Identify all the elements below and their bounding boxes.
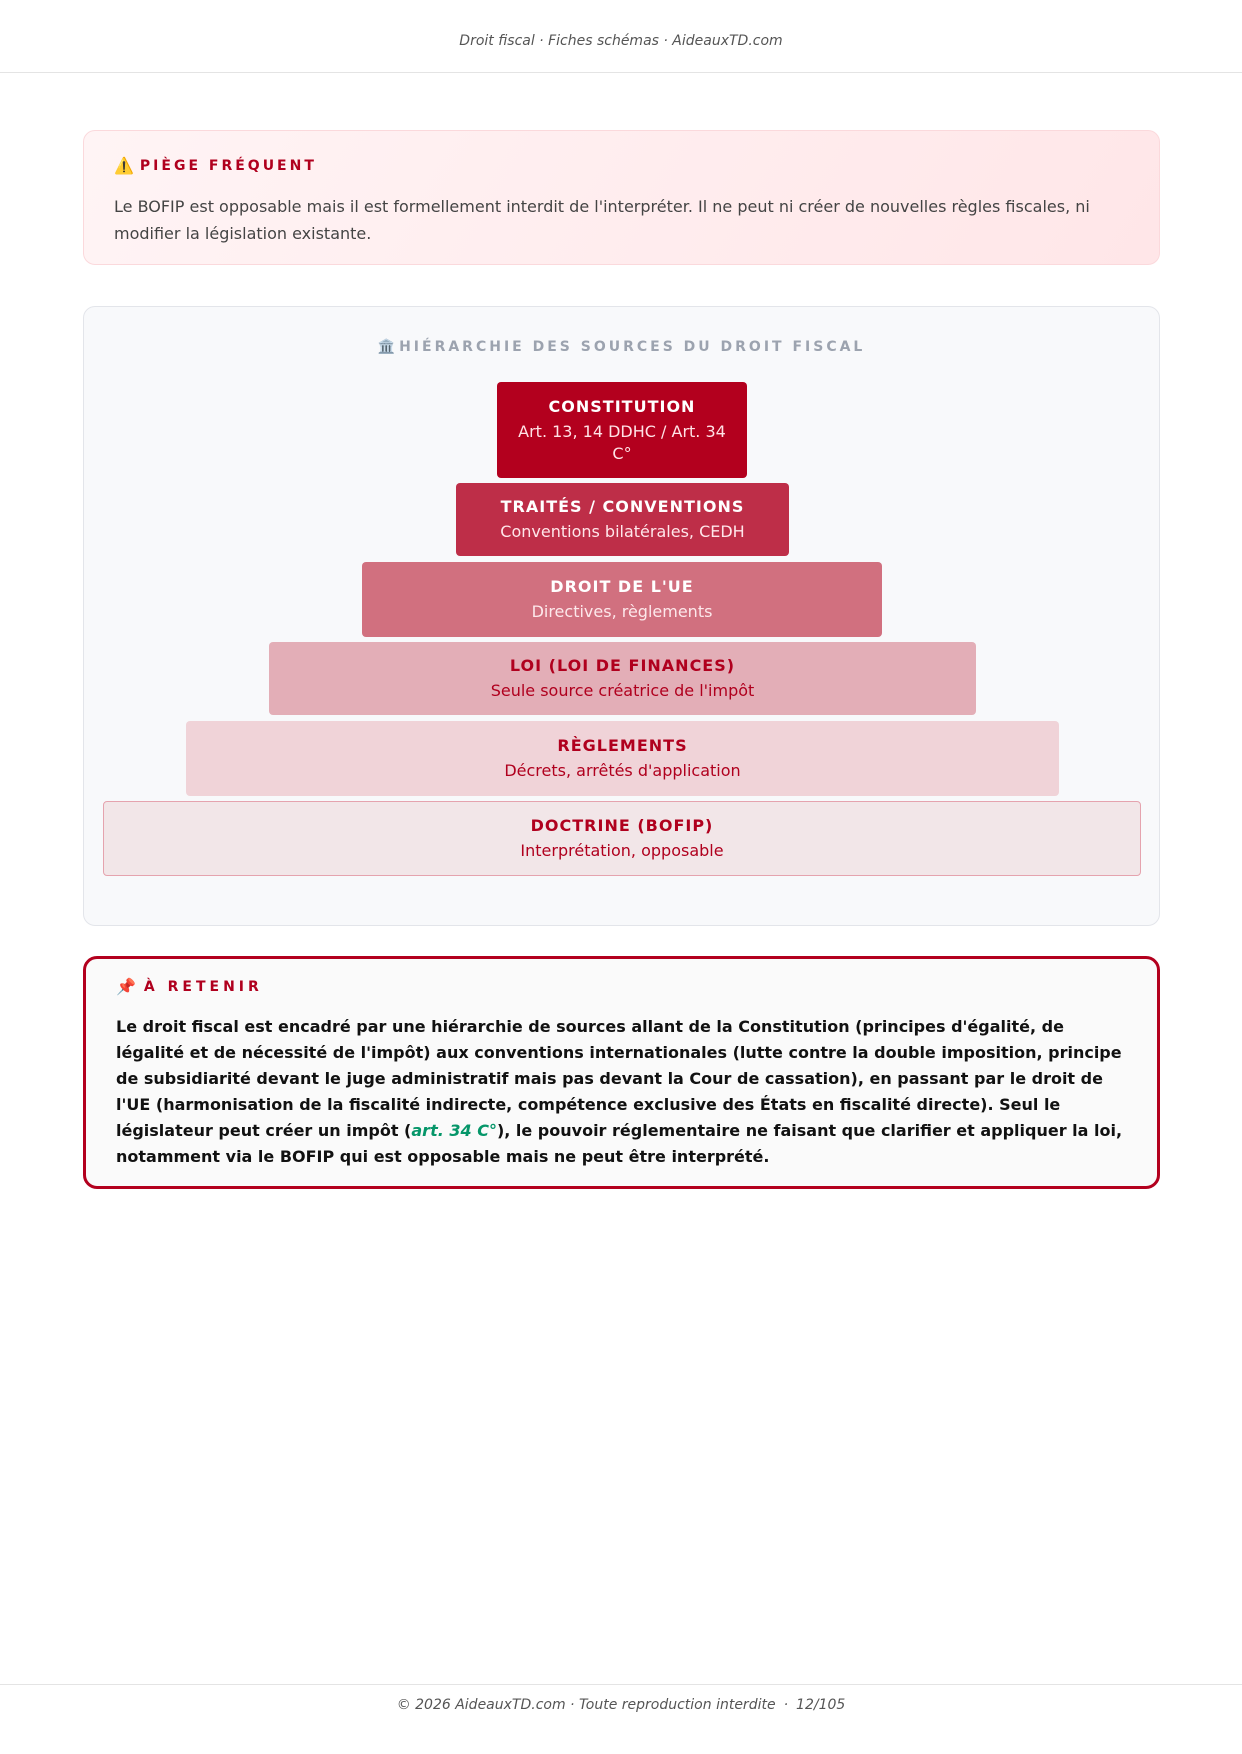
warning-icon: ⚠️ bbox=[114, 156, 134, 175]
level-subtitle: Directives, règlements bbox=[531, 602, 713, 621]
page-number: 12/105 bbox=[796, 1697, 846, 1713]
trap-title bbox=[114, 156, 1129, 175]
page-footer bbox=[0, 1684, 1242, 1754]
level-subtitle: Art. 13, 14 DDHC / Art. 34 C° bbox=[518, 421, 726, 463]
bank-icon: 🏛️ bbox=[377, 339, 396, 355]
pyramid-level-reglements bbox=[186, 721, 1059, 796]
header-text: Droit fiscal · Fiches schémas · AideauxTD.com bbox=[459, 33, 783, 49]
page-header bbox=[0, 0, 1242, 73]
pyramid-level-doctrine bbox=[103, 801, 1141, 876]
level-subtitle: Seule source créatrice de l'impôt bbox=[490, 681, 755, 700]
article-reference: art. 34 C° bbox=[411, 1121, 497, 1140]
retain-title bbox=[116, 977, 1127, 996]
footer-separator: · bbox=[783, 1697, 789, 1713]
pyramid-level-traites bbox=[456, 483, 789, 556]
level-subtitle: Conventions bilatérales, CEDH bbox=[500, 522, 745, 541]
trap-title-text: PIÈGE FRÉQUENT bbox=[139, 157, 317, 174]
retain-text bbox=[116, 1014, 1127, 1170]
level-title: CONSTITUTION bbox=[548, 396, 696, 416]
level-title: DOCTRINE (BOFIP) bbox=[530, 816, 714, 835]
level-title: TRAITÉS / CONVENTIONS bbox=[500, 497, 745, 516]
retain-text-after: ), le pouvoir réglementaire ne faisant que clarifier et appliquer la loi, notamment via le BOFIP qui est opposable mais ne peut être interprété. bbox=[116, 1121, 1123, 1166]
level-title: RÈGLEMENTS bbox=[557, 736, 688, 755]
hierarchy-title-text: HIÉRARCHIE DES SOURCES DU DROIT FISCAL bbox=[399, 339, 866, 355]
footer-copyright: © 2026 AideauxTD.com · Toute reproduction interdite bbox=[396, 1697, 776, 1713]
pushpin-icon: 📌 bbox=[116, 977, 136, 996]
pyramid-level-droit-ue bbox=[362, 562, 882, 637]
hierarchy-diagram bbox=[83, 306, 1160, 926]
retain-text-before: Le droit fiscal est encadré par une hiérarchie de sources allant de la Constitution (principes d'égalité, de légalité et de nécessité de l'impôt) aux conventions internationales (lutte contre la double imposition, principe de subsidiarité devant le juge administratif mais pas devant la Cour de cassation), en passant par le droit de l'UE (harmonisation de la fiscalité indirecte, compétence exclusive des États en fiscalité directe). Seul le législateur peut créer un impôt ( bbox=[116, 1017, 1122, 1140]
level-title: DROIT DE L'UE bbox=[550, 577, 694, 596]
retain-title-text: À RETENIR bbox=[143, 978, 263, 995]
trap-callout bbox=[83, 130, 1160, 265]
trap-text: Le BOFIP est opposable mais il est formellement interdit de l'interpréter. Il ne peut ni créer de nouvelles règles fiscales, ni modifier la législation existante. bbox=[114, 197, 1090, 243]
pyramid-level-loi bbox=[269, 642, 976, 715]
hierarchy-title bbox=[84, 339, 1159, 355]
level-subtitle: Interprétation, opposable bbox=[520, 841, 724, 860]
retain-callout bbox=[83, 956, 1160, 1189]
level-title: LOI (LOI DE FINANCES) bbox=[509, 656, 736, 675]
level-subtitle: Décrets, arrêtés d'application bbox=[504, 761, 741, 780]
pyramid-level-constitution bbox=[497, 382, 747, 478]
